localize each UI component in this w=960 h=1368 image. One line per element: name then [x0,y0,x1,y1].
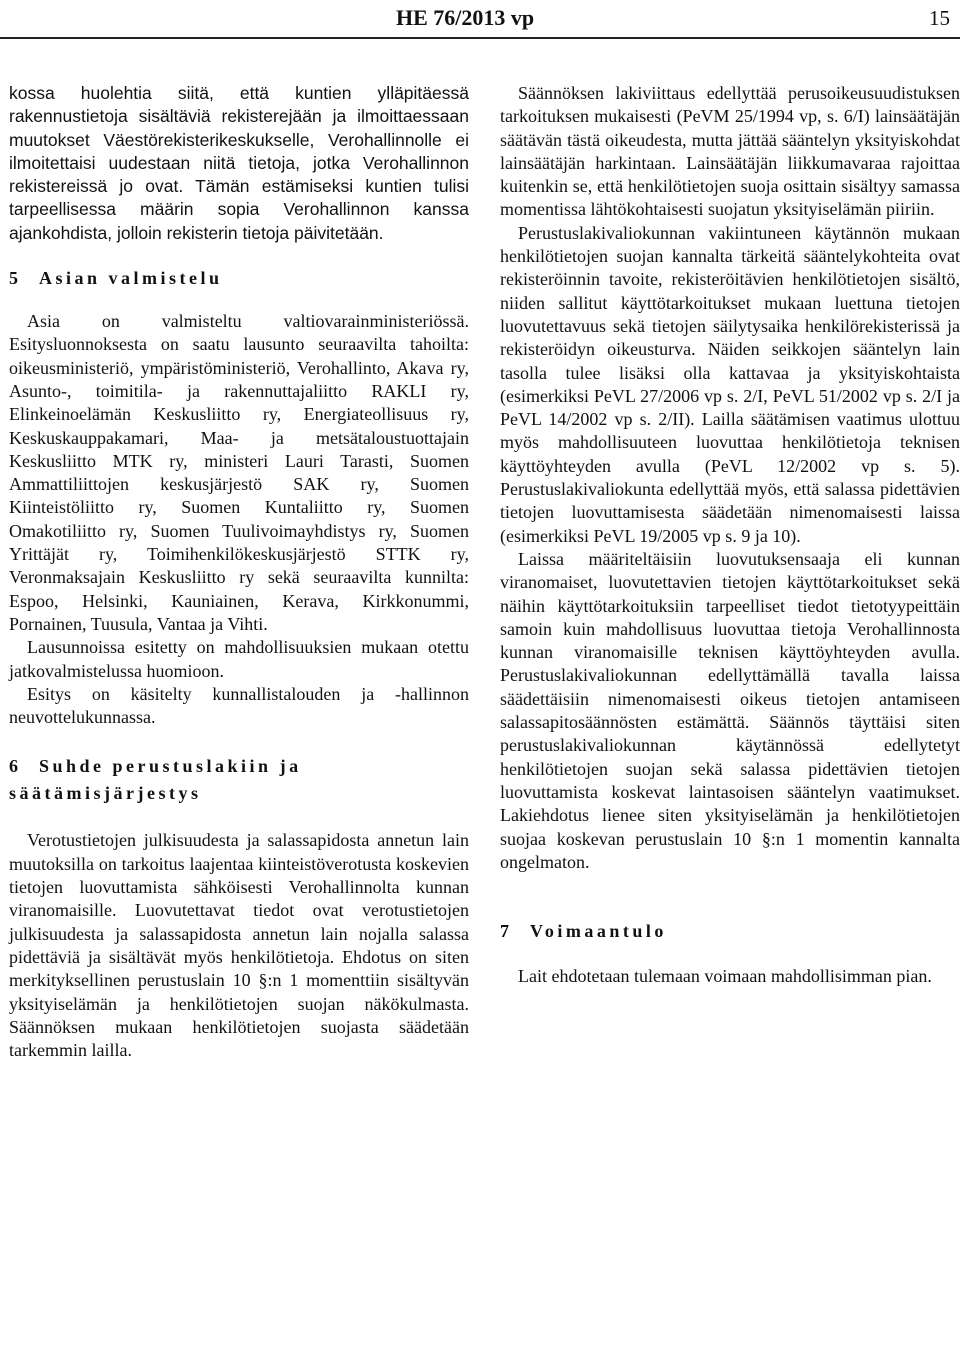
section-number: 7 [500,921,509,942]
paragraph: Säännöksen lakiviittaus edellyttää perusoikeusuudistuksen tarkoituksen mukaisesti (PeVM 25/1994 vp, s. 6/I) lainsäätäjän säätävän tästä oikeudesta, mutta jättää sääntelyn yksityiskohdat lainsäätäjän harkintaan. Lainsäätäjän liikkumavaraa rajoittaa kuitenkin se, että henkilötietojen suoja osittain sisältyy samassa momentissa lähtökohtaisesti suojatun yksityiselämän piiriin. [500,83,960,220]
paragraph: Perustuslakivaliokunnan vakiintuneen käytännön mukaan henkilötietojen suojan kannalta tärkeitä sääntelykohteita ovat rekisteröinnin tavoite, rekisteröitävien henkilötietojen sisältö, niiden sallitut käyttötarkoitukset mukaan luettuna tietojen luovutettavuus sekä tietojen säilytysaika henkilörekisterissä ja rekisteröidyn oikeusturva. Näiden seikkojen sääntelyn lain tasolla tulee lisäksi olla kattavaa ja yksityiskohtaista (esimerkiksi PeVL 27/2006 vp s. 2/I, PeVL 51/2002 vp s. 2/I ja PeVL 14/2002 vp s. 2/II). Lailla säätämisen vaatimus ulottuu myös mahdollisuuteen luovuttaa henkilötietoja teknisen käyttöyhteyden avulla (PeVL 12/2002 vp s. 5). Perustuslakivaliokunta edellyttää myös, että salassa pidettävien tietojen luovuttamisesta säädetään nimenomaisesti laissa (esimerkiksi PeVL 19/2005 vp s. 9 ja 10). [500,222,960,546]
left-column [9,82,469,1062]
section-number: 6 [9,756,18,777]
section-heading-6 [9,753,469,807]
paragraph: kossa huolehtia siitä, että kuntien ylläpitäessä rakennustietoja sisältäviä rekisterejään ja ilmoittaessaan muutokset Väestörekisterikeskukselle, Verohallinnolle ei ilmoitettaisi uudestaan niitä tietoja, jotka Verohallinnon rekistereissä jo ovat. Tämän estämiseksi kuntien tulisi tarpeellisessa määrin sopia Verohallinnon kanssa ajankohdista, jolloin rekisterin tietoja päivitetään. [9,83,469,243]
paragraph: Esitys on käsitelty kunnallistalouden ja -hallinnon neuvottelukunnassa. [9,683,469,728]
paragraph: Verotustietojen julkisuudesta ja salassapidosta annetun lain muutoksilla on tarkoitus laajentaa kiinteistöverotusta koskevien tietojen luovuttamista sähköisesti Verohallinnolta kunnan viranomaisille. Luovutettavat tiedot ovat verotustietojen julkisuudesta ja salassapidosta annetun lain nojalla salassa pidettäviä ja sisältävät myös henkilötietoja. Ehdotus on siten merkityksellinen perustuslain 10 §:n 1 momenttiin sisältyvän yksityiselämän ja henkilötietojen suojan näkökulmasta. Säännöksen mukaan henkilötietojen suojasta säädetään tarkemmin lailla. [9,830,469,1061]
header-rule [0,37,960,39]
page-header [0,0,960,38]
section-heading-5 [9,265,469,292]
document-id: HE 76/2013 vp [396,5,535,30]
page-number: 15 [929,6,950,30]
paragraph: Asia on valmisteltu valtiovarainministeriössä. Esitysluonnoksesta on saatu lausunto seuraavilta tahoilta: oikeusministeriö, ympäristöministeriö, Verohallinto, Akava ry, Asunto-, toimitila- ja rakennuttajaliitto RAKLI ry, Elinkeinoelämän Keskusliitto ry, Energiateollisuus ry, Keskuskauppakamari, Maa- ja metsätaloustuottajain Keskusliitto MTK ry, ministeri Lauri Tarasti, Suomen Ammattiliittojen keskusjärjestö SAK ry, Suomen Kiinteistöliitto ry, Suomen Kuntaliitto ry, Suomen Omakotiliitto ry, Suomen Tuulivoimayhdistys ry, Suomen Yrittäjät ry, Toimihenkilökeskusjärjestö STTK ry, Veronmaksajain Keskusliitto ry sekä seuraavilta kunnilta: Espoo, Helsinki, Kauniainen, Kerava, Kirkkonummi, Pornainen, Tuusula, Vantaa ja Vihti. [9,311,469,634]
paragraph: Laissa määriteltäisiin luovutuksensaaja eli kunnan viranomaiset, luovutettavien tietojen käyttötarkoitukset sekä näihin käyttötarkoituksiin tarpeelliset tiedot tietotyypeittäin samoin kuin mahdollisuus luovuttaa tietoja Verohallinnosta kunnan viranomaisille teknisen käyttöyhteyden avulla. Perustuslakivaliokunnan edellyttämällä tavalla laissa säädettäisiin nimenomaisesti oikeus tietojen antamiseen salassapitosäännösten estämättä. Säännös täyttäisi siten perustuslakivaliokunnan käytännössä edellytetyt henkilötietojen suojan sekä salassa pidettävien tietojen luovuttamista koskevat laintasoisen sääntelyn vaatimukset. Lakiehdotus lienee siten yksityiselämän ja henkilötietojen suojaa koskevan perustuslain 10 §:n 1 momentin kannalta ongelmaton. [500,548,960,872]
section-number: 5 [9,268,18,289]
section-title: Suhde perustuslakiin ja säätämisjärjestys [9,756,302,804]
paragraph: Lait ehdotetaan tulemaan voimaan mahdollisimman pian. [518,966,932,987]
right-column [500,82,960,988]
section-title: Voimaantulo [530,921,667,942]
paragraph: Lausunnoissa esitetty on mahdollisuuksien mukaan otettu jatkovalmistelussa huomioon. [9,637,469,681]
section-title: Asian valmistelu [39,268,223,289]
section-heading-7 [500,918,960,945]
